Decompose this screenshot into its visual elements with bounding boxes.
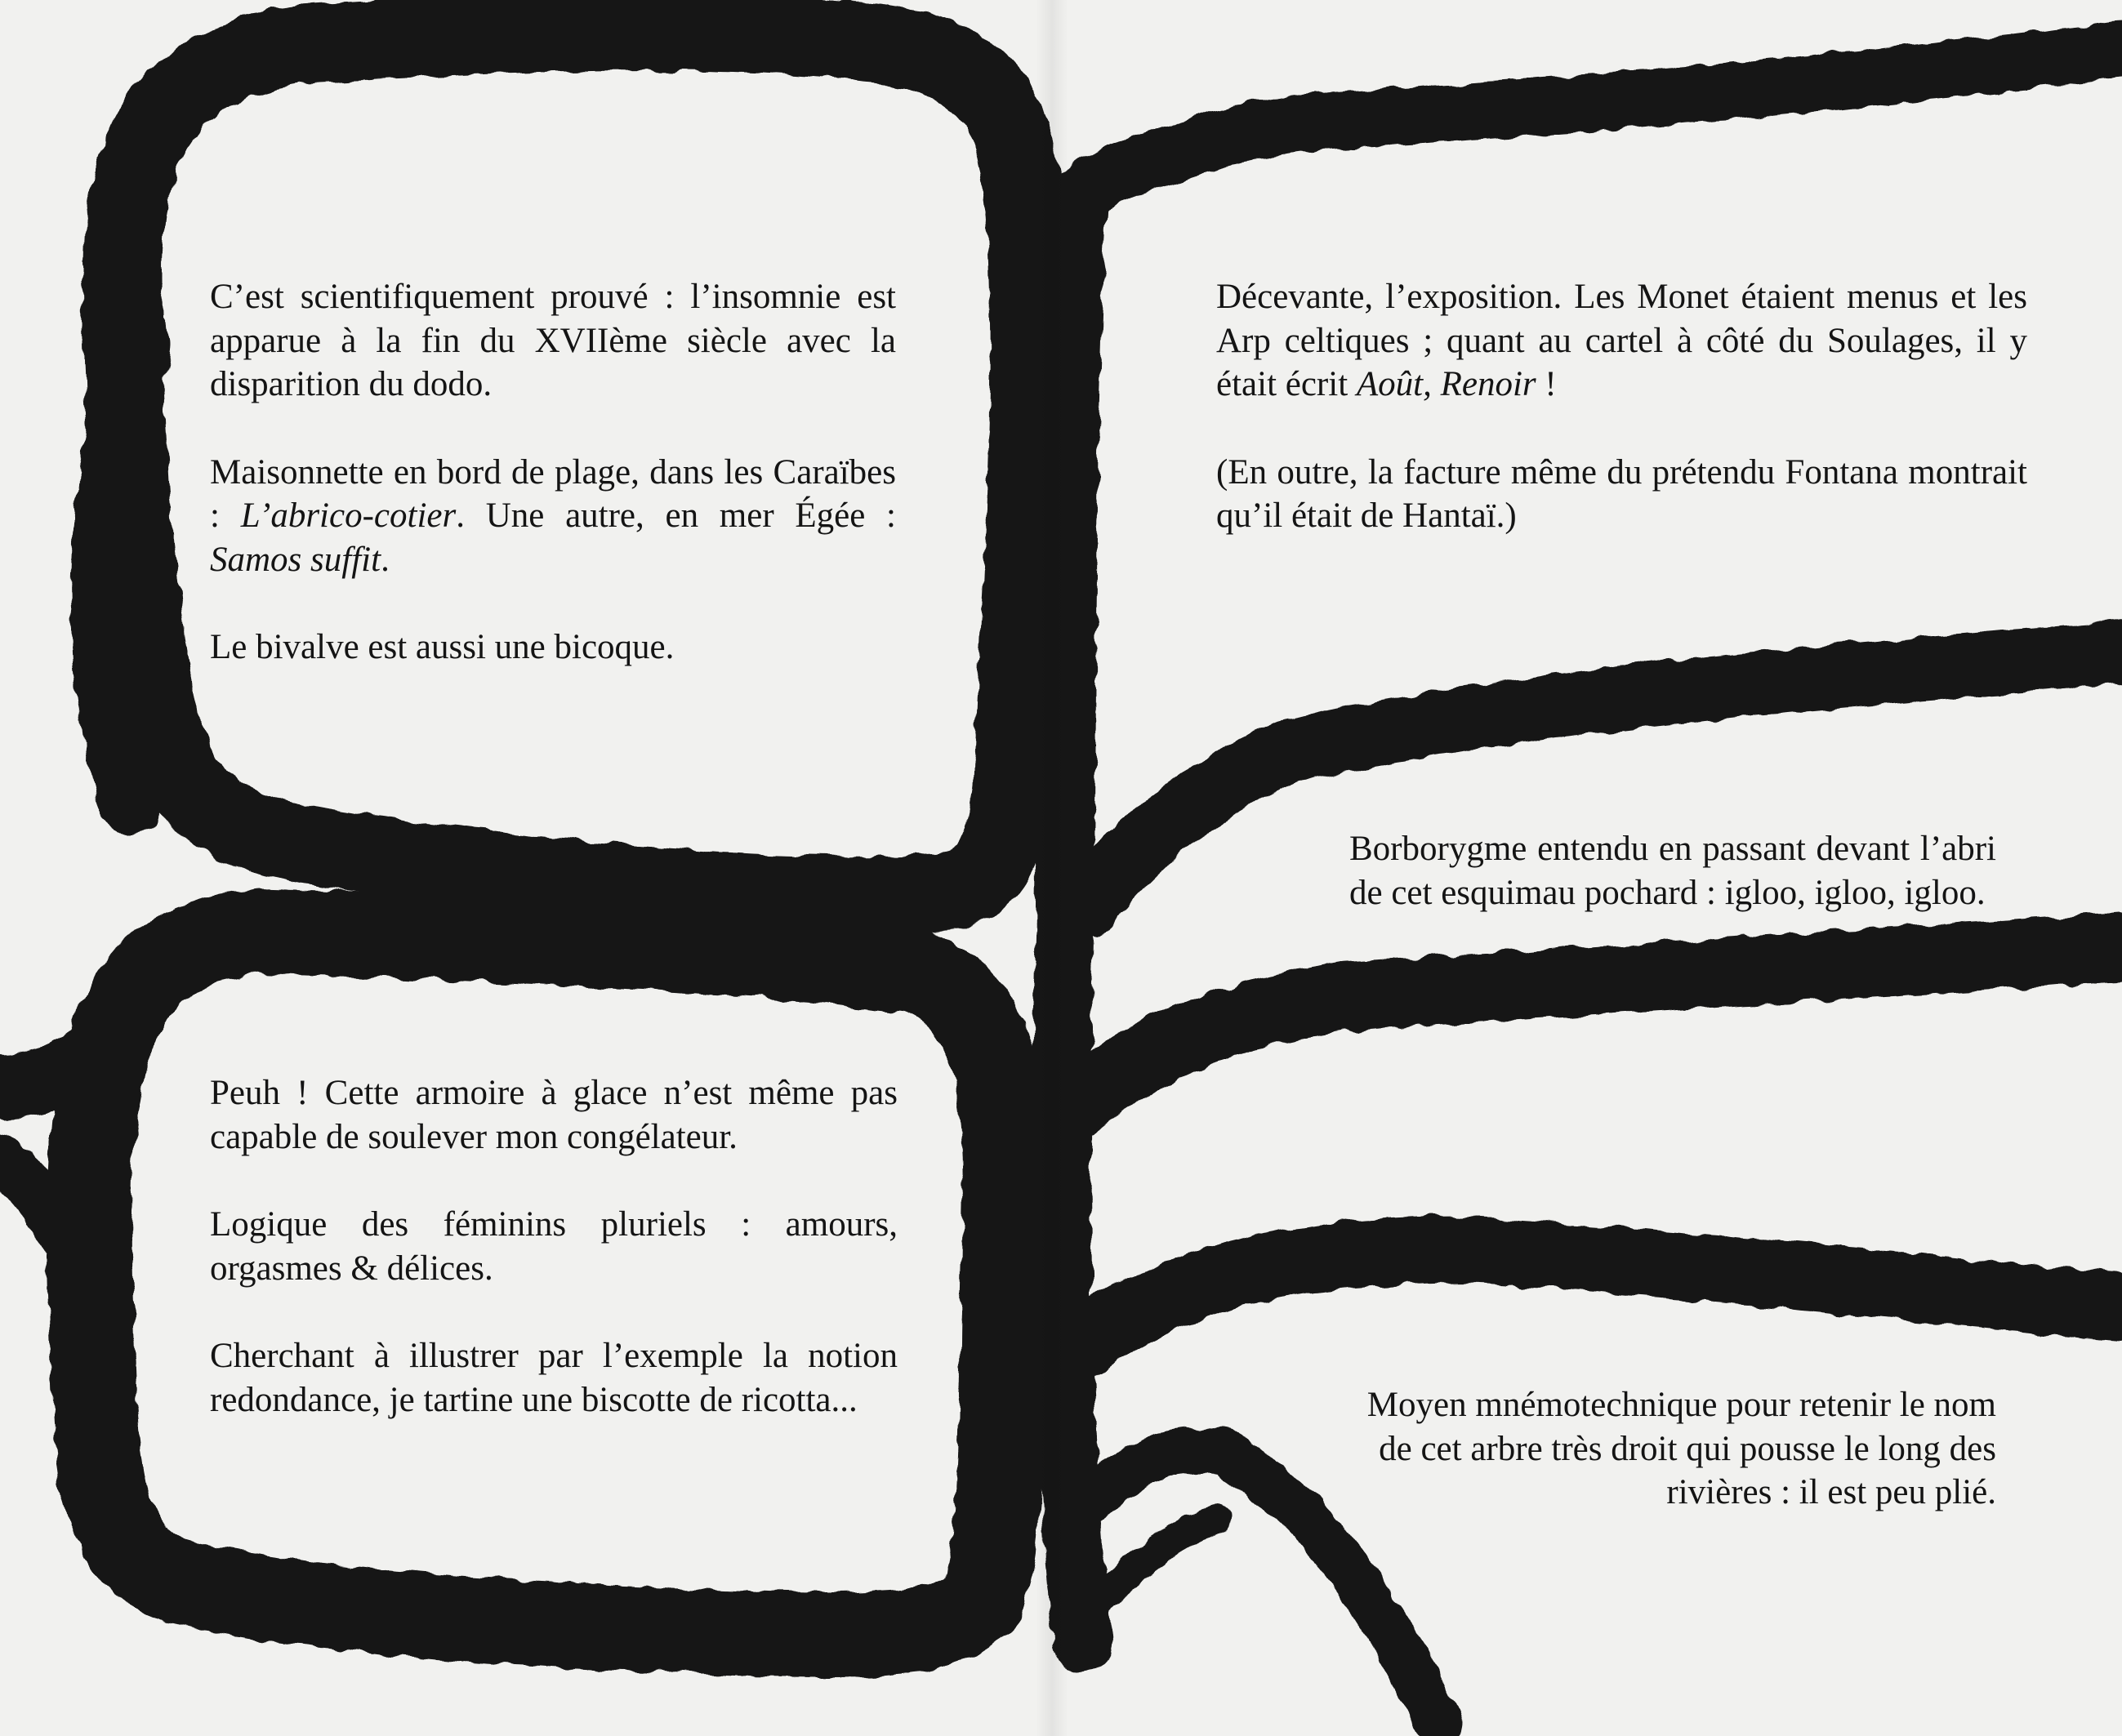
paragraph-exposition: Décevante, l’exposition. Les Monet étaient menus et les Arp celtiques ; quant au cartel à côté du Soulages, il y était écrit Août, Renoir !: [1216, 278, 2027, 403]
paragraph-feminins: Logique des féminins pluriels : amours, orgasmes & délices.: [210, 1205, 898, 1288]
brush-branch-4: [1078, 1249, 2122, 1347]
brush-frame-top-left-edge: [104, 343, 139, 800]
brush-branch-1: [1086, 49, 2122, 188]
text-block-middle-right: [1349, 827, 1996, 915]
book-gutter: [1036, 0, 1068, 1736]
paragraph-insomnie: C’est scientifiquement prouvé : l’insomnie est apparue à la fin du XVIIème siècle avec la disparition du dodo.: [210, 278, 896, 403]
paragraph-maisonnette: Maisonnette en bord de plage, dans les Caraïbes : L’abrico-cotier. Une autre, en mer Égée : Samos suffit.: [210, 452, 896, 579]
text-block-bottom-left: [210, 1071, 898, 1422]
text-block-bottom-right: [1356, 1383, 1996, 1515]
brush-branch-3: [1078, 947, 2122, 1102]
text-block-top-left: [210, 275, 896, 670]
paragraph-peuplier: Moyen mnémotechnique pour retenir le nom de cet arbre très droit qui pousse le long des rivières : il est peu plié.: [1366, 1386, 1996, 1511]
brush-stroke-left-tail: [0, 1029, 123, 1086]
paragraph-armoire: Peuh ! Cette armoire à glace n’est même pas capable de soulever mon congélateur.: [210, 1074, 898, 1156]
paragraph-bivalve: Le bivalve est aussi une bicoque.: [210, 628, 675, 666]
paragraph-ricotta: Cherchant à illustrer par l’exemple la notion redondance, je tartine une biscotte de ricotta...: [210, 1337, 898, 1419]
paragraph-fontana: (En outre, la facture même du prétendu Fontana montrait qu’il était de Hantaï.): [1216, 452, 2027, 535]
text-block-top-right: [1216, 275, 2027, 538]
paragraph-igloo: Borborygme entendu en passant devant l’abri de cet esquimau pochard : igloo, igloo, igloo.: [1349, 830, 1996, 912]
